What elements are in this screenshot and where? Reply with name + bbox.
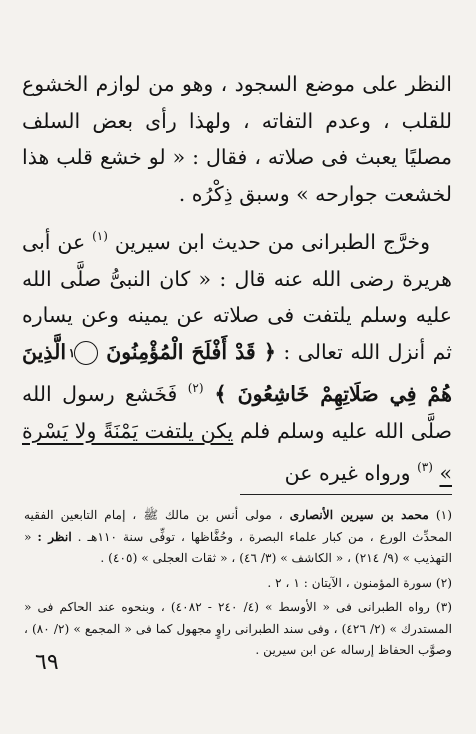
footnote-1-name: محمد بن سيرين الأنصارى [289,508,429,522]
paragraph-2 [22,218,452,492]
footnote-2: (٢) سورة المؤمنون ، الآيتان : ١ ، ٢ . [267,575,452,590]
paragraph-2-after-quran: فَخَشع رسول الله صلَّى الله عليه وسلم فلم [22,382,452,443]
main-text [22,66,452,492]
footnote-ref-3: (٣) [417,460,433,474]
quran-verse-1: قَدْ أَفْلَحَ الْمُؤْمِنُونَ [106,339,256,364]
quran-verse-2: الَّذِينَ هُمْ فِي صَلَاتِهِمْ خَاشِعُونَ [22,339,452,406]
page-number: ٦٩ [35,650,59,675]
paragraph-2-start: وخرَّج الطبرانى من حديث ابن سيرين [114,230,430,254]
footnote-3: (٣) رواه الطبرانى فى « الأوسط » (٤/ ٢٤٠ - ٤٠٨٢) ، وبنحوه عند الحاكم فى « المستدرك » (٢/ ٤٢٦) ، وفى سند الطبرانى راوٍ مجهول كما فى « المجمع » (٢/ ٨٠) ، وصوَّب الحفاظ إرساله عن ابن سيرين . [24,600,453,657]
quran-open-bracket: ﴿ [263,339,276,364]
ayah-number-marker: ١ [74,341,98,365]
footnote-1-text: ، مولى أنس بن مالك ﷺ ، إمام التابعين الفقيه المحدِّث الورع ، من كبار علماء البصرة ، وحُفَّاظها ، توفِّى سنة ١١٠هـ . [24,508,453,544]
paragraph-1: النظر على موضع السجود ، وهو من لوازم الخشوع للقلب ، وعدم التفاته ، ولهذا رأى بعض السلف مصليًا يعبث فى صلاته ، فقال : « لو خشع قلب هذا لخشعت جوارحه » وسبق ذِكْرُه . [22,72,452,206]
footnote-ref-1: (١) [92,229,108,243]
quran-close-bracket: ﴾ [214,382,227,406]
underlined-phrase: يكن يلتفت يَمْنَةً ولا يَسْرة » [22,418,452,485]
paragraph-2-end: ورواه غيره عن [284,461,411,485]
footnote-1-number: (١) [435,508,452,522]
footnote-1-see-label: انظر : [37,529,72,544]
footnote-1 [24,505,452,570]
paragraph-2-middle: عن أبى هريرة رضى الله عنه قال : « كان النبىُّ صلَّى الله عليه وسلم يلتفت فى صلاته عن يمينه وعن يساره ثم أنزل الله تعالى : [22,230,453,364]
footnote-ref-2: (٢) [187,381,204,395]
footnotes [24,505,452,662]
footnote-separator [240,494,452,495]
footnote-1-references: « التهذيب » (٩/ ٢١٤) ، « الكاشف » (٣/ ٤٦) ، « ثقات العجلى » (٤٠٥) . [24,529,452,565]
